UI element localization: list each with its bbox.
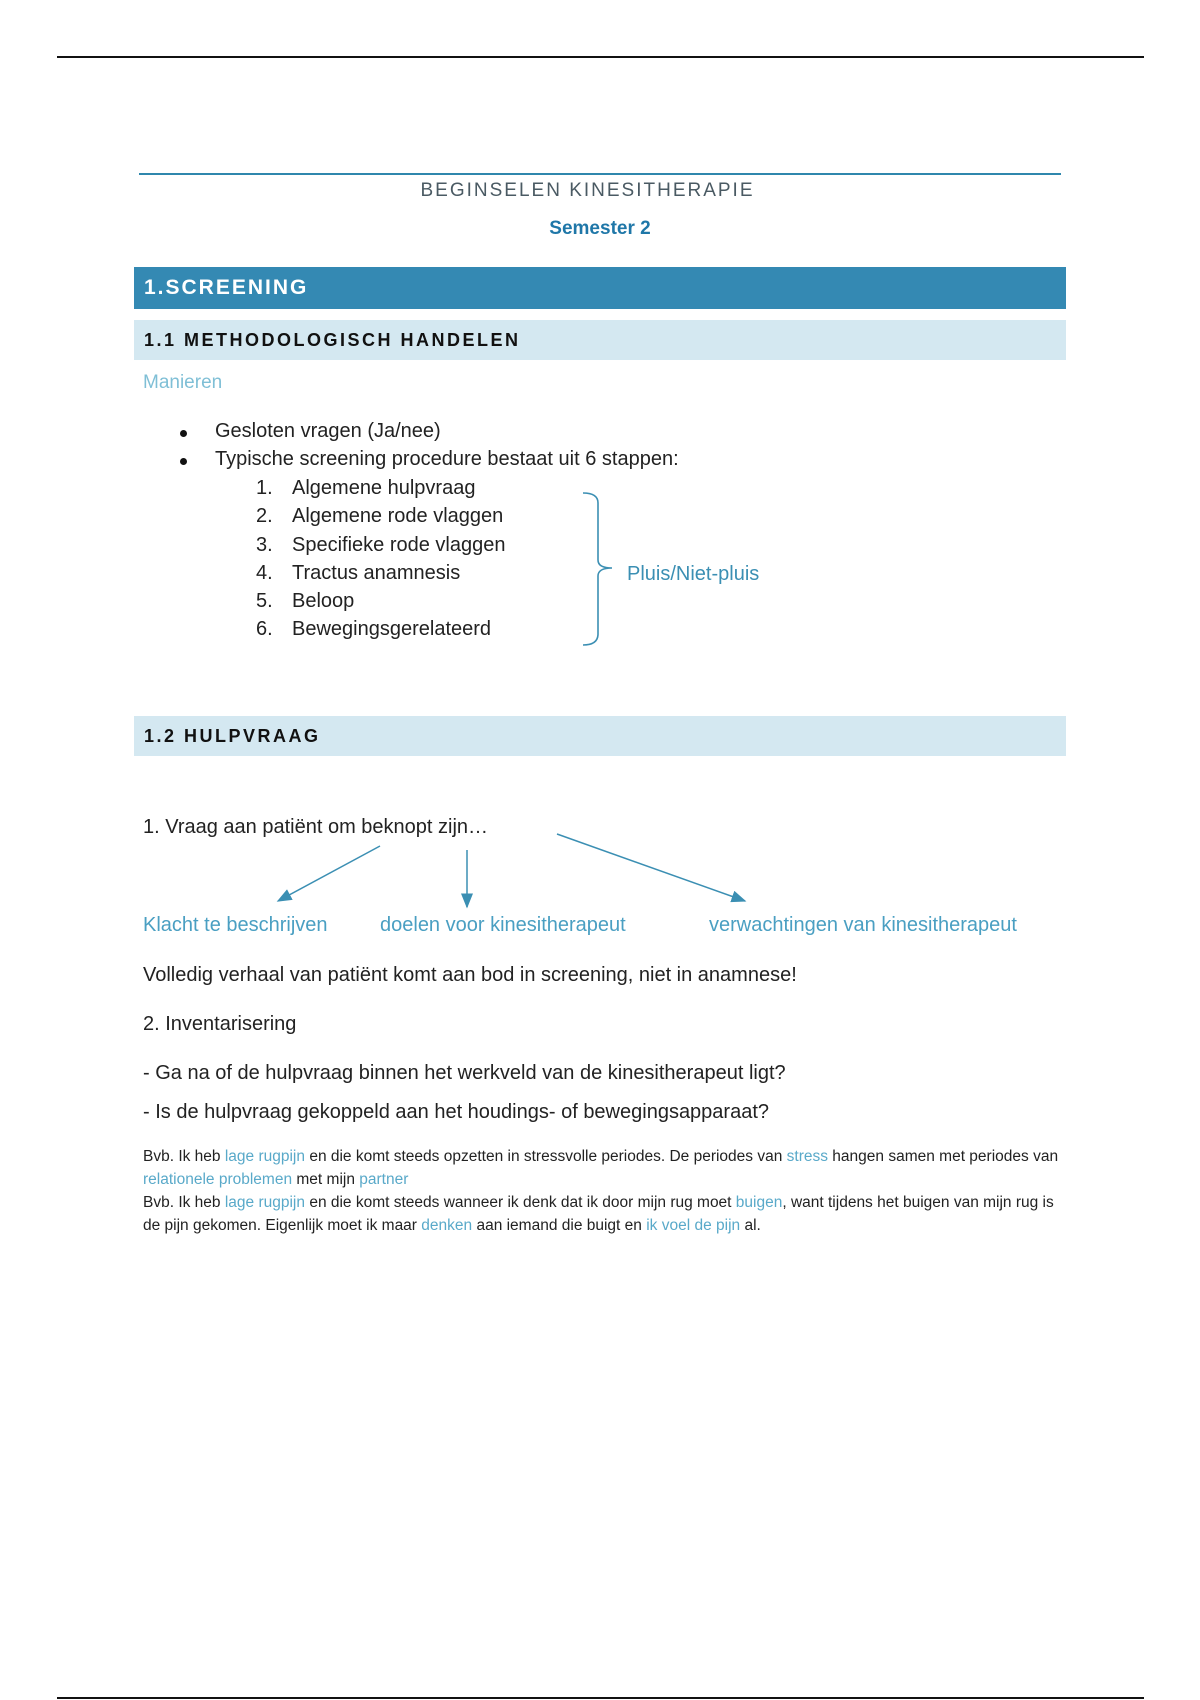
example-highlight: ik voel de pijn <box>646 1217 741 1234</box>
example-text: hangen samen met periodes van <box>828 1148 1059 1165</box>
step-text: Algemene hulpvraag <box>292 477 476 499</box>
branch-verwachtingen: verwachtingen van kinesitherapeut <box>709 914 1017 936</box>
right-brace <box>583 493 612 645</box>
arrow-right <box>557 834 745 901</box>
subheading-manieren: Manieren <box>143 372 223 393</box>
check-text: - Ga na of de hulpvraag binnen het werkveld van de kinesitherapeut ligt? <box>143 1062 786 1084</box>
inventory-text: 2. Inventarisering <box>143 1013 297 1035</box>
example-text: en die komt steeds wanneer ik denk dat ik door mijn rug moet <box>305 1194 736 1211</box>
step-text: Algemene rode vlaggen <box>292 505 504 527</box>
branch-doelen: doelen voor kinesitherapeut <box>380 914 626 936</box>
branch-klacht: Klacht te beschrijven <box>143 914 328 936</box>
brace-label-pluis: Pluis/Niet-pluis <box>627 563 760 585</box>
step-text: Tractus anamnesis <box>292 562 461 584</box>
step-number: 3. <box>256 534 273 556</box>
example-text: met mijn <box>292 1171 360 1188</box>
example-text: aan iemand die buigt en <box>472 1217 647 1234</box>
step-text: Specifieke rode vlaggen <box>292 534 506 556</box>
document-subtitle: Semester 2 <box>549 218 651 239</box>
step-number: 1. <box>256 477 273 499</box>
step-number: 6. <box>256 618 273 640</box>
step-number: 5. <box>256 590 273 612</box>
bottom-rule <box>57 1697 1144 1699</box>
question-text: 1. Vraag aan patiënt om beknopt zijn… <box>143 816 489 838</box>
example-text: en die komt steeds opzetten in stressvolle periodes. De periodes van <box>305 1148 787 1165</box>
example-highlight: lage rugpijn <box>224 1194 306 1211</box>
example-highlight: denken <box>421 1217 473 1234</box>
arrow-left <box>278 846 380 901</box>
example-highlight: partner <box>359 1171 409 1188</box>
document-title: BEGINSELEN KINESITHERAPIE <box>420 180 755 201</box>
example-highlight: relationele problemen <box>143 1171 293 1188</box>
example-text: , want tijdens het buigen van mijn rug is de pijn gekomen. Eigenlijk moet ik maar <box>143 1194 1054 1234</box>
step-text: Beloop <box>292 590 355 612</box>
step-number: 2. <box>256 505 273 527</box>
step-text: Bewegingsgerelateerd <box>292 618 492 640</box>
example-highlight: lage rugpijn <box>224 1148 306 1165</box>
statement-text: Volledig verhaal van patiënt komt aan bod in screening, niet in anamnese! <box>143 964 797 986</box>
example-highlight: buigen <box>735 1194 783 1211</box>
bullet-text: Gesloten vragen (Ja/nee) <box>215 420 441 442</box>
heading-methodologisch-handelen: 1.1 METHODOLOGISCH HANDELEN <box>134 320 1066 360</box>
check-text: - Is de hulpvraag gekoppeld aan het houdings- of bewegingsapparaat? <box>143 1101 770 1123</box>
heading-screening: 1.SCREENING <box>134 267 1066 309</box>
step-number: 4. <box>256 562 273 584</box>
example-text: Bvb. Ik heb <box>143 1194 225 1211</box>
example-highlight: stress <box>786 1148 828 1165</box>
heading-hulpvraag: 1.2 HULPVRAAG <box>134 716 1066 756</box>
bullet-text: Typische screening procedure bestaat uit 6 stappen: <box>215 448 679 470</box>
example-text: Bvb. Ik heb <box>143 1148 225 1165</box>
example-text: al. <box>740 1217 761 1234</box>
